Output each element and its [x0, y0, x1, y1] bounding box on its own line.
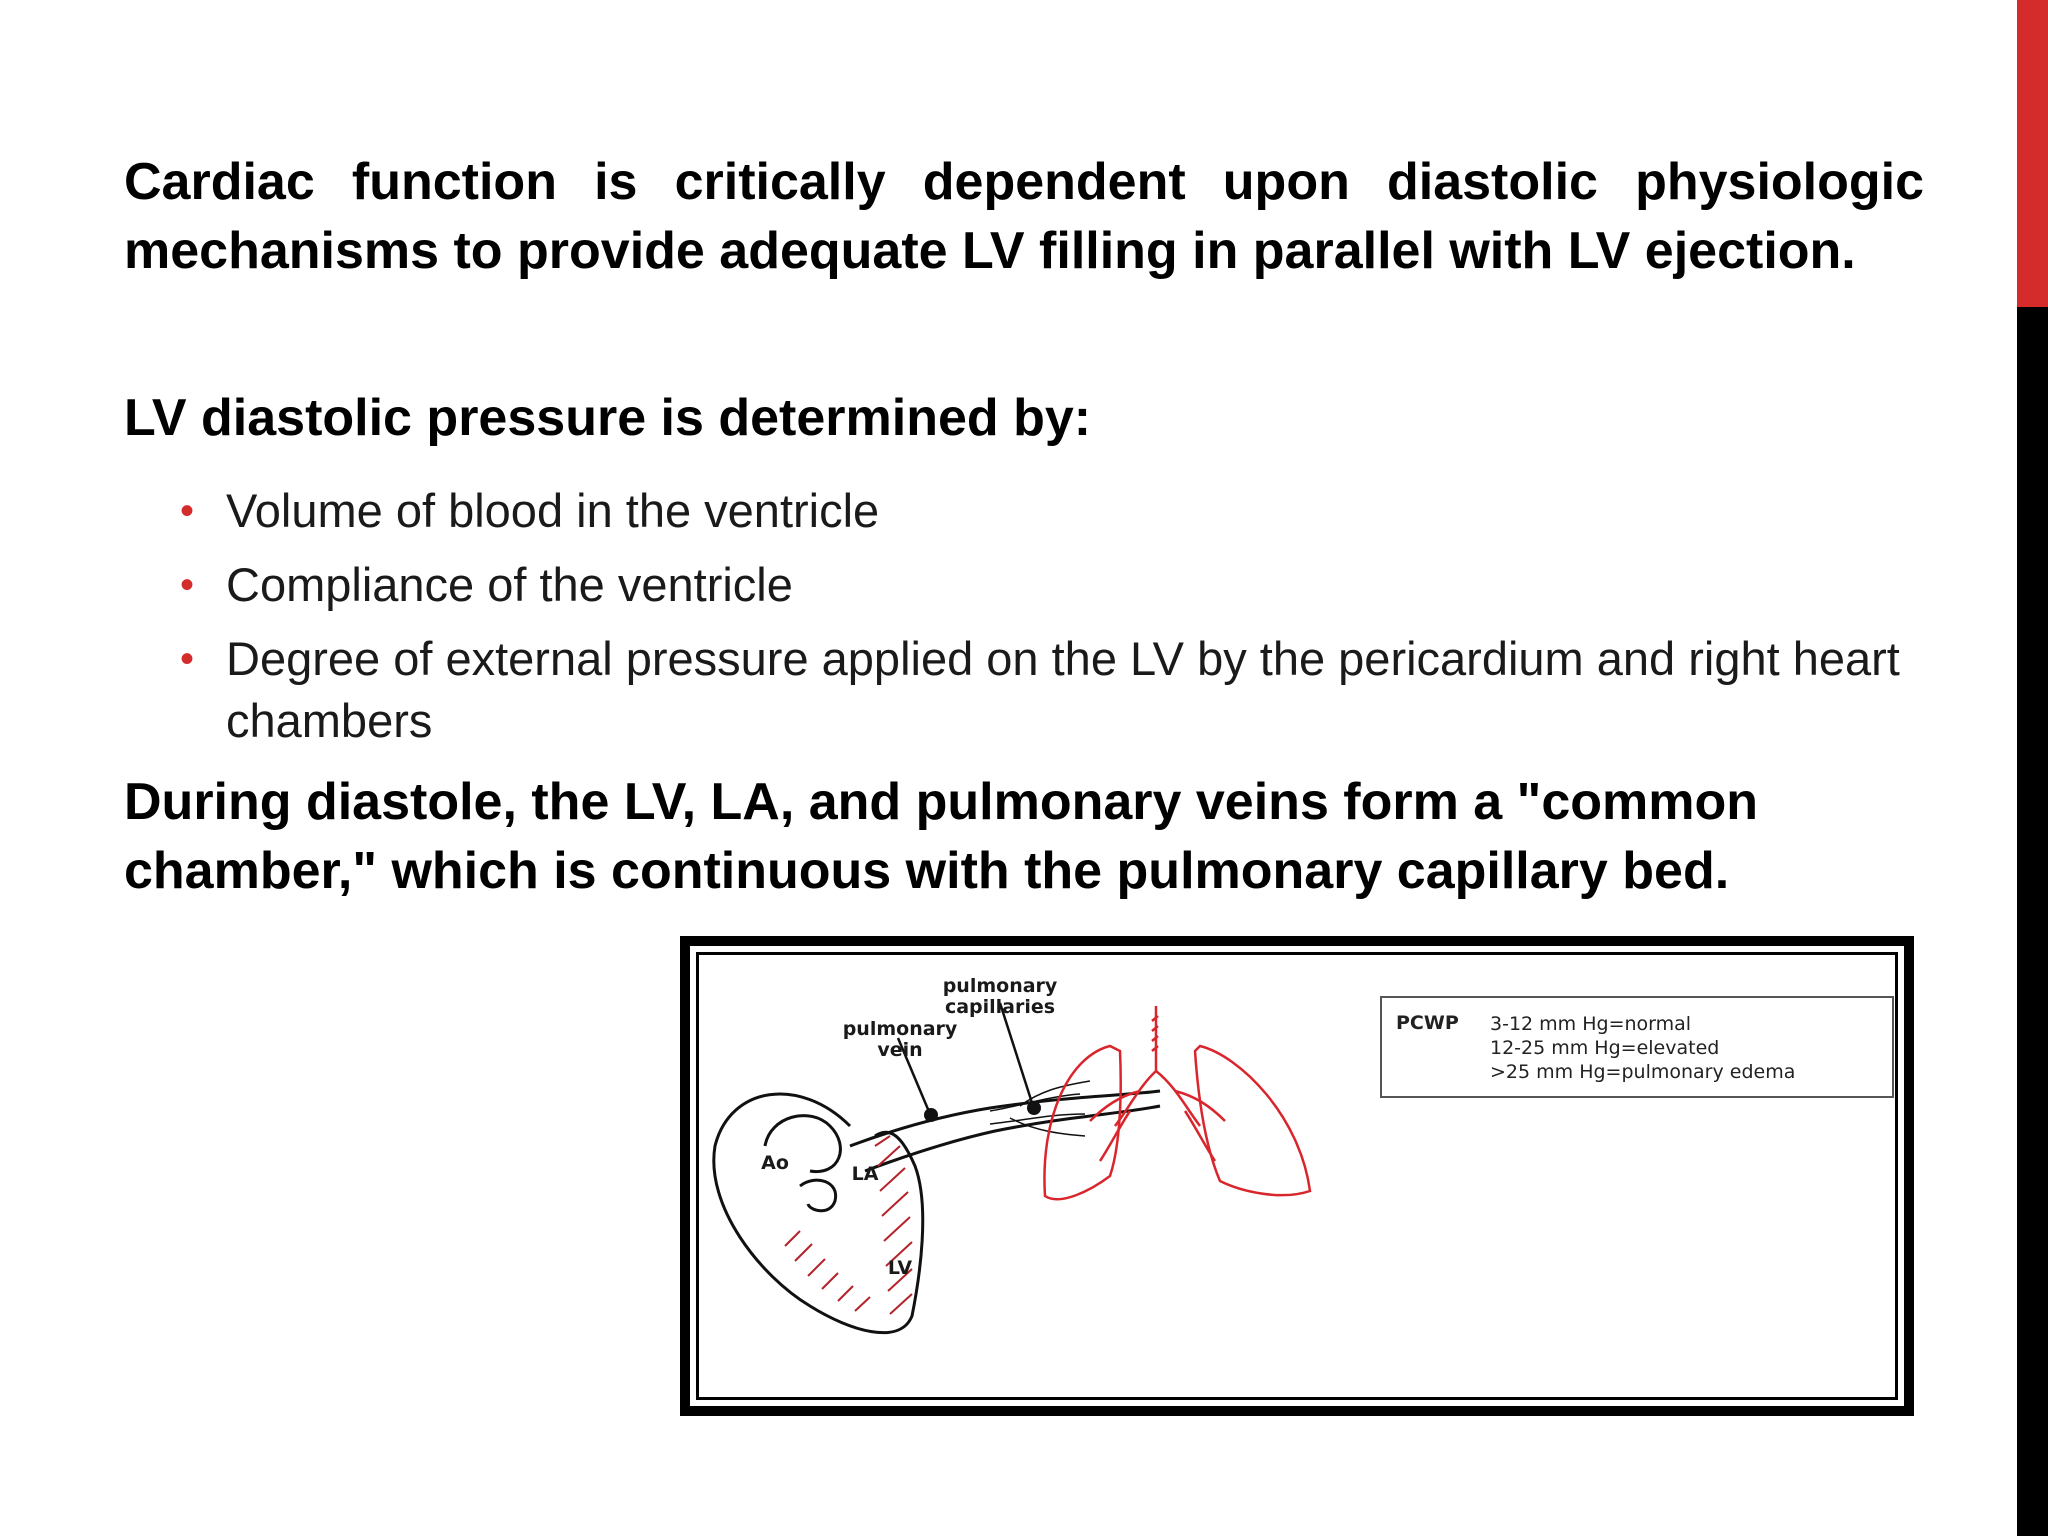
list-item	[180, 628, 1924, 752]
side-accent-bar-red	[2017, 0, 2048, 307]
list-item-text: Compliance of the ventricle	[226, 558, 793, 611]
bullet-icon: •	[180, 489, 195, 533]
ao-label: Ao	[761, 1152, 789, 1174]
pcwp-elevated-range: 12-25 mm Hg=elevated	[1490, 1037, 1720, 1059]
diagram-canvas	[690, 946, 1904, 1406]
common-chamber-paragraph: During diastole, the LV, LA, and pulmonary veins form a "common chamber," which is continuous with the pulmonary capillary bed.	[124, 773, 1759, 900]
determinants-heading: LV diastolic pressure is determined by:	[124, 389, 1092, 447]
lungs-drawing	[1044, 1006, 1310, 1199]
side-accent-bar-black	[2017, 307, 2048, 1536]
lv-label: LV	[887, 1257, 913, 1279]
intro-paragraph: Cardiac function is critically dependent upon diastolic physiologic mechanisms to provide adequate LV filling in parallel with LV ejection.	[124, 153, 1924, 280]
bullet-icon: •	[180, 637, 195, 681]
determinants-list	[180, 480, 1924, 764]
pulmonary-vein-dot	[924, 1108, 938, 1122]
pcwp-legend-lines	[1490, 1012, 1795, 1084]
list-item	[180, 554, 1924, 616]
pcwp-legend-key: PCWP	[1396, 1012, 1459, 1034]
pulmonary-vein-label: pulmonary vein	[842, 1018, 958, 1061]
pulmonary-capillaries-label: pulmonary capillaries	[942, 975, 1058, 1018]
heart-lung-diagram	[680, 936, 1914, 1416]
pcwp-normal-range: 3-12 mm Hg=normal	[1490, 1013, 1692, 1035]
lv-wall-hatching	[785, 1136, 912, 1314]
pcwp-legend	[1380, 996, 1894, 1098]
la-label: LA	[851, 1163, 879, 1185]
list-item-text: Volume of blood in the ventricle	[226, 484, 880, 537]
bullet-icon: •	[180, 563, 195, 607]
list-item	[180, 480, 1924, 542]
heart-outline	[714, 1091, 1160, 1333]
list-item-text: Degree of external pressure applied on the LV by the pericardium and right heart chambers	[226, 632, 1900, 747]
pulmonary-capillaries-dot	[1027, 1101, 1041, 1115]
pcwp-edema-range: >25 mm Hg=pulmonary edema	[1490, 1061, 1796, 1083]
